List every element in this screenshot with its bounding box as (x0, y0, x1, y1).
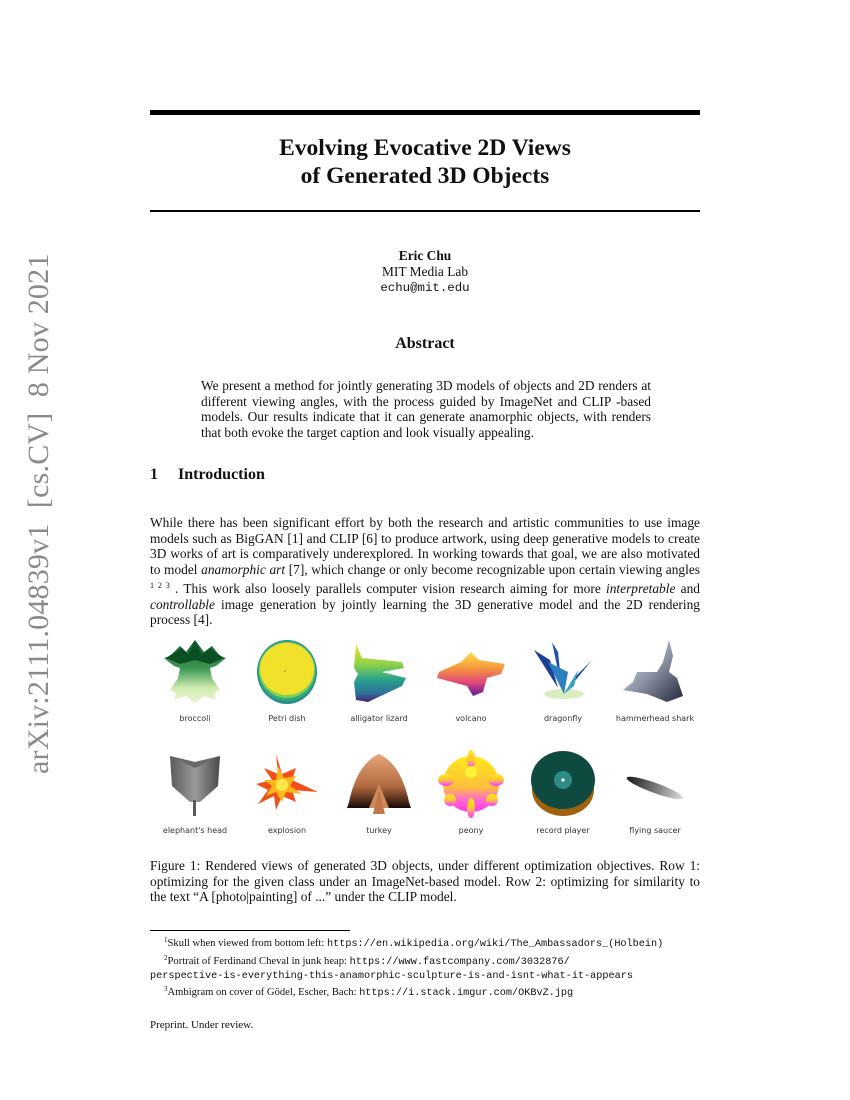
figure-row-clip (150, 750, 700, 835)
figure-item (518, 638, 608, 723)
figure-label: dragonfly (543, 714, 583, 723)
footnote-2 (150, 952, 710, 970)
figure-label: flying saucer (629, 826, 681, 835)
footnotes (150, 934, 710, 1001)
intro-text: [7], which change or only become recognizable upon certain viewing angles (285, 562, 700, 578)
footnote-mark: 1 (164, 936, 168, 944)
figure-item (334, 638, 424, 723)
figure-item (426, 750, 516, 835)
figure-label: volcano (455, 714, 487, 723)
figure-item (242, 638, 332, 723)
dragonfly-render-icon (523, 638, 603, 706)
title-top-rule (150, 110, 700, 115)
explosion-render-icon (247, 750, 327, 818)
footnote-link[interactable]: https://www.fastcompany.com/3032876/ (349, 956, 570, 968)
figure-item (426, 638, 516, 723)
section-title: Introduction (178, 466, 265, 483)
figure-caption: Figure 1: Rendered views of generated 3D objects, under different optimization objectives. Row 1: optimizing for the given class under an ImageNet-based model. Row 2: optimizing for similarity to the text “A [photo|painting] of ...” under the CLIP model. (150, 858, 700, 905)
figure-item (242, 750, 332, 835)
footnote-text: Ambigram on cover of Gödel, Escher, Bach: (167, 987, 360, 999)
introduction-paragraph (150, 515, 700, 628)
figure-label: broccoli (179, 714, 211, 723)
figure-item (518, 750, 608, 835)
abstract-heading: Abstract (395, 335, 455, 352)
footnote-3 (150, 983, 710, 1001)
author-email[interactable]: echu@mit.edu (380, 281, 470, 295)
figure-label: hammerhead shark (615, 714, 695, 723)
section-heading-introduction (150, 466, 265, 484)
footnote-link[interactable]: https://i.stack.imgur.com/OKBvZ.jpg (359, 988, 574, 1000)
figure-label: record player (536, 826, 590, 835)
figure-1 (150, 638, 700, 835)
figure-label: explosion (267, 826, 307, 835)
intro-emphasis-anamorphic-art: anamorphic art (201, 562, 286, 578)
title-line-1: Evolving Evocative 2D Views (279, 135, 571, 161)
hammerhead-shark-render-icon (615, 638, 695, 706)
flying-saucer-render-icon (615, 750, 695, 818)
broccoli-render-icon (155, 638, 235, 706)
intro-emphasis-controllable: controllable (150, 596, 215, 612)
footnote-marks[interactable]: 1 2 3 (150, 580, 170, 590)
figure-item (610, 638, 700, 723)
footnote-text: Portrait of Ferdinand Cheval in junk heap: (167, 955, 350, 967)
footnote-rule (150, 930, 350, 931)
volcano-render-icon (431, 638, 511, 706)
preprint-notice: Preprint. Under review. (150, 1019, 254, 1031)
figure-label: elephant's head (162, 826, 228, 835)
section-number: 1 (150, 466, 158, 483)
footnote-link[interactable]: https://en.wikipedia.org/wiki/The_Ambassadors_(Holbein) (326, 939, 664, 950)
author-name: Eric Chu (398, 248, 452, 263)
intro-text: While there has been significant effort by both the research and artistic communities to use image models such as BigGAN [1] and CLIP [6] to produce artwork, using deep generative models to create 3D works of art is comparatively underexplored. In working towards that goal, we are also motivated to model (150, 515, 700, 578)
title-bottom-rule (150, 210, 700, 212)
abstract-text: We present a method for jointly generating 3D models of objects and 2D renders at different viewing angles, with the process guided by ImageNet and CLIP -based models. Our results indicate that it can generate anamorphic objects, with renders that both evoke the target caption and look visually appealing. (201, 378, 651, 440)
figure-label: peony (458, 826, 484, 835)
arxiv-identifier-stamp: arXiv:2111.04839v1 [cs.CV] 8 Nov 2021 (22, 253, 55, 774)
figure-label: alligator lizard (350, 714, 408, 723)
figure-item (150, 750, 240, 835)
footnote-text: Skull when viewed from bottom left: (167, 938, 327, 949)
elephants-head-render-icon (155, 750, 235, 818)
footnote-mark: 3 (164, 985, 168, 994)
petri-dish-render-icon (247, 638, 327, 706)
paper-title (150, 134, 700, 190)
figure-item (334, 750, 424, 835)
record-player-render-icon (523, 750, 603, 818)
figure-label: Petri dish (268, 714, 306, 723)
peony-render-icon (431, 750, 511, 818)
intro-text: and (675, 580, 700, 596)
alligator-lizard-render-icon (339, 638, 419, 706)
footnote-mark: 2 (164, 953, 168, 962)
figure-item (610, 750, 700, 835)
intro-text: . This work also loosely parallels computer vision research aiming for more (169, 580, 606, 596)
turkey-render-icon (339, 750, 419, 818)
figure-row-imagenet (150, 638, 700, 723)
author-block (150, 248, 700, 296)
figure-label: turkey (366, 826, 392, 835)
title-line-2: of Generated 3D Objects (300, 163, 550, 189)
footnote-1 (150, 934, 710, 952)
author-affiliation: MIT Media Lab (381, 264, 469, 279)
intro-text: image generation by jointly learning the 3D generative model and the 2D rendering process [4]. (150, 596, 700, 628)
footnote-link-continuation[interactable]: perspective-is-everything-this-anamorphic-sculpture-is-and-isnt-what-it-appears (150, 970, 633, 982)
intro-emphasis-interpretable: interpretable (606, 580, 676, 596)
figure-item (150, 638, 240, 723)
